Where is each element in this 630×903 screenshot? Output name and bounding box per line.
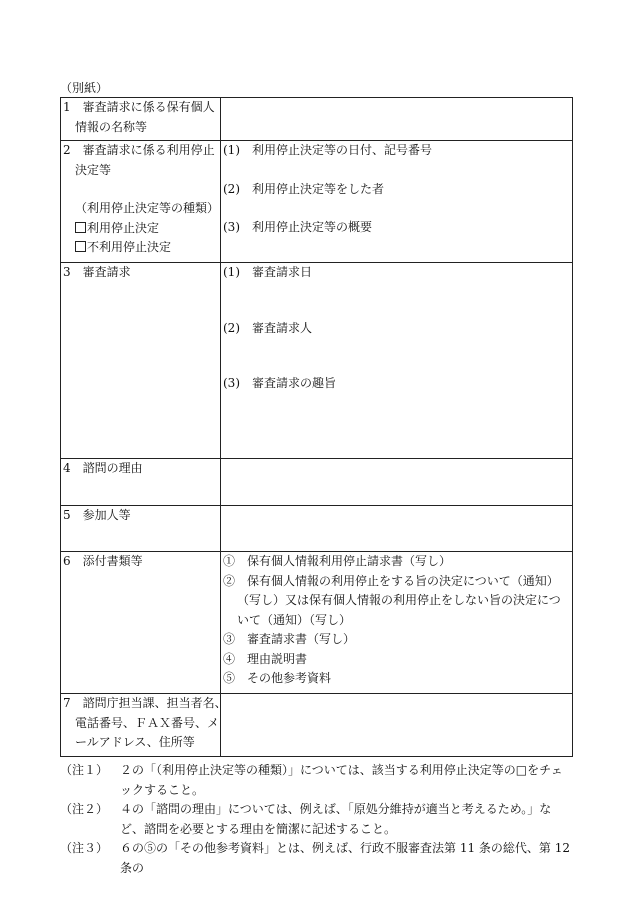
- note-3-marker: （注３）: [60, 841, 109, 855]
- row-3-label-text: 3 審査請求: [63, 265, 131, 279]
- row-suspension-decision: [61, 141, 573, 263]
- row-inquiry-reason: [61, 459, 573, 506]
- note-1-text: ２の「（利用停止決定等の種類）」については、該当する利用停止決定等の□をチェックすること。: [120, 763, 563, 797]
- notes-section: [60, 761, 572, 878]
- row-review-request: [61, 263, 573, 459]
- row-attachments: [61, 552, 573, 694]
- note-1: [60, 761, 572, 800]
- appendix-label: （別紙）: [60, 81, 109, 95]
- decision-item-issuer: (2) 利用停止決定等をした者: [223, 181, 384, 196]
- row-contact: [61, 694, 573, 757]
- row-2-label-line2: 決定等: [75, 162, 112, 177]
- row-6-label-text: 6 添付書類等: [63, 554, 143, 568]
- row-5-value: [221, 506, 573, 552]
- row-2-label: [61, 141, 221, 263]
- decision-item-summary: (3) 利用停止決定等の概要: [223, 220, 372, 234]
- row-7-label-line1: 7 諮問庁担当課、担当者名、: [63, 696, 227, 710]
- checkbox-icon[interactable]: [75, 222, 86, 233]
- row-3-label: [61, 263, 221, 459]
- row-7-label-line2: 電話番号、ＦＡＸ番号、メ: [75, 715, 220, 730]
- attachment-item-3: ③ 審査請求書（写し）: [223, 632, 356, 646]
- checkbox-option-non-suspension-label: 不利用停止決定: [87, 240, 172, 254]
- row-3-value: [221, 263, 573, 459]
- row-2-label-line1: 2 審査請求に係る利用停止: [63, 143, 215, 157]
- row-1-label: [61, 98, 221, 141]
- review-item-requester: (2) 審査請求人: [223, 320, 312, 335]
- row-2-value: [221, 141, 573, 263]
- row-4-value: [221, 459, 573, 506]
- row-7-label: [61, 694, 227, 757]
- attachment-item-1: ① 保有個人情報利用停止請求書（写し）: [223, 554, 452, 568]
- note-2: [60, 800, 572, 839]
- row-7-label-line3: ールアドレス、住所等: [75, 735, 195, 749]
- row-1-value: [221, 98, 573, 141]
- row-1-label-line2: 情報の名称等: [75, 119, 148, 134]
- note-2-text: ４の「諮問の理由」については、例えば、「原処分維持が適当と考えるため。」など、諮問を必要とする理由を簡潔に記述すること。: [120, 802, 552, 836]
- attachment-item-2: ② 保有個人情報の利用停止をする旨の決定について（通知）（写し）又は保有個人情報の利用停止をしない旨の決定について（通知）（写し）: [223, 573, 561, 627]
- row-protected-info: [61, 98, 573, 141]
- checkbox-option-suspension-label: 利用停止決定: [87, 220, 160, 235]
- review-item-purpose: (3) 審査請求の趣旨: [223, 376, 336, 390]
- note-3-text: ６の⑤の「その他参考資料」とは、例えば、行政不服審査法第 11 条の総代、第 12 条の: [120, 841, 570, 875]
- row-4-label: [61, 459, 221, 506]
- note-1-marker: （注１）: [60, 763, 109, 777]
- checkbox-option-suspension: [63, 219, 218, 239]
- row-7-value: [221, 694, 573, 757]
- note-2-marker: （注２）: [60, 802, 109, 816]
- attachment-item-5: ⑤ その他参考資料: [223, 671, 332, 685]
- row-participants: [61, 506, 573, 552]
- row-5-label: [61, 506, 221, 552]
- decision-kind-heading: （利用停止決定等の種類）: [75, 201, 220, 215]
- form-table: [60, 97, 573, 757]
- row-1-label-line1: 1 審査請求に係る保有個人: [63, 100, 215, 114]
- checkbox-icon[interactable]: [75, 241, 86, 252]
- review-item-date: (1) 審査請求日: [223, 265, 312, 279]
- decision-item-date-number: (1) 利用停止決定等の日付、記号番号: [223, 143, 432, 157]
- row-6-value: [221, 552, 573, 694]
- attachment-item-4: ④ 理由説明書: [223, 651, 308, 666]
- row-4-label-text: 4 諮問の理由: [63, 461, 143, 475]
- row-5-label-text: 5 参加人等: [63, 508, 131, 522]
- checkbox-option-non-suspension: [63, 238, 218, 258]
- row-6-label: [61, 552, 221, 694]
- note-3: [60, 839, 572, 878]
